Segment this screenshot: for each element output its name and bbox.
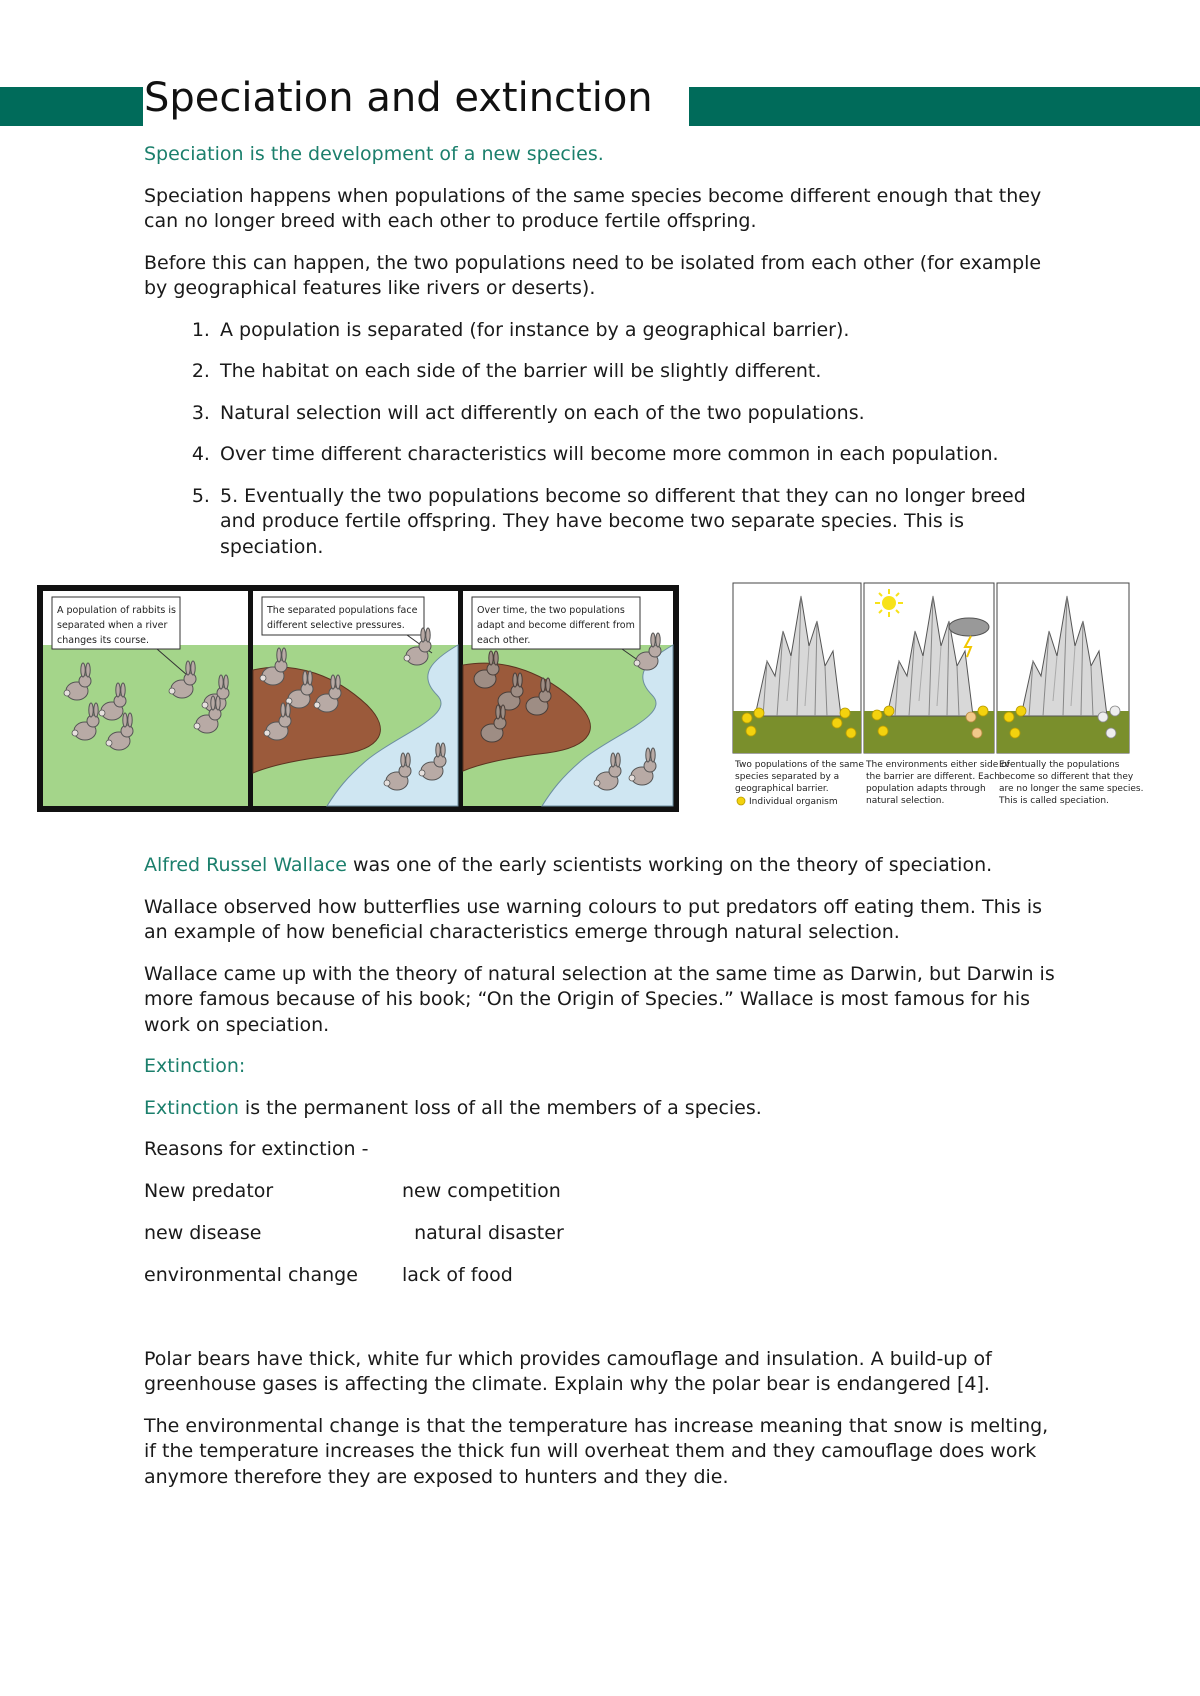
- comic-panel-2-line: different selective pressures.: [267, 620, 405, 631]
- comic-panel-2-line: The separated populations face: [267, 605, 418, 616]
- speciation-steps: [144, 318, 1064, 561]
- comic-panel-3-line: adapt and become different from: [477, 620, 635, 631]
- comic-panel-3-line: Over time, the two populations: [477, 605, 625, 616]
- step-item: 4. Over time different characteristics will become more common in each population.: [216, 442, 1064, 468]
- reason-item: New predator: [144, 1179, 274, 1202]
- diagram-caption-3-line: become so different that they: [999, 772, 1134, 782]
- wallace-extinction-section: [144, 853, 1064, 1506]
- extinction-heading: Extinction:: [144, 1055, 246, 1077]
- intro-paragraph-1: Speciation happens when populations of the same species become different enough that they can no longer breed with each other to produce fertile offspring.: [144, 184, 1042, 232]
- reason-item: environmental change: [144, 1263, 358, 1286]
- comic-panel-1-line: A population of rabbits is: [57, 605, 176, 616]
- wallace-name: Alfred Russel Wallace: [144, 854, 347, 876]
- comic-panel-1-line: separated when a river: [57, 620, 168, 631]
- diagram-caption-3-line: are no longer the same species.: [999, 784, 1144, 794]
- wallace-paragraph-1-rest: was one of the early scientists working on the theory of speciation.: [346, 854, 993, 876]
- diagram-legend-label: Individual organism: [749, 797, 838, 807]
- individual-organism-legend: [737, 797, 838, 807]
- reason-item: new disease: [144, 1221, 262, 1244]
- diagram-caption-3-line: Eventually the populations: [999, 760, 1120, 770]
- rabbit-comic-illustration: [37, 585, 679, 812]
- header-band-left: [0, 87, 143, 126]
- reasons-label: Reasons for extinction -: [144, 1138, 369, 1160]
- intro-section: [144, 142, 1064, 576]
- diagram-caption-2-line: population adapts through: [866, 784, 986, 794]
- reason-row: [144, 1221, 1064, 1247]
- reasons-list: [144, 1179, 1064, 1289]
- question-answer: The environmental change is that the temperature has increase meaning that snow is melting, if the temperature increases the thick fun will overheat them and they camouflage does work anymore therefore they are exposed to hunters and they die.: [144, 1414, 1049, 1488]
- diagram-caption-3-line: This is called speciation.: [999, 796, 1109, 806]
- step-item: 3. Natural selection will act differently on each of the two populations.: [216, 401, 1064, 427]
- step-item: 1. A population is separated (for instance by a geographical barrier).: [216, 318, 1064, 344]
- intro-paragraph-2: Before this can happen, the two populations need to be isolated from each other (for example by geographical features like rivers or deserts).: [144, 251, 1042, 299]
- sun-icon: [875, 589, 903, 617]
- diagram-caption-1-line: Two populations of the same: [735, 760, 864, 770]
- wallace-paragraph-2: Wallace observed how butterflies use warning colours to put predators off eating them. This is an example of how beneficial characteristics emerge through natural selection.: [144, 895, 1043, 943]
- reason-row: [144, 1263, 1064, 1289]
- extinction-term: Extinction: [144, 1096, 239, 1119]
- step-item: 2. The habitat on each side of the barrier will be slightly different.: [216, 359, 1064, 385]
- question-prompt: Polar bears have thick, white fur which provides camouflage and insulation. A build-up of greenhouse gases is affecting the climate. Explain why the polar bear is endangered [4].: [144, 1347, 992, 1395]
- reason-row: [144, 1179, 1064, 1205]
- diagram-caption-2-line: The environments either side of: [866, 760, 1010, 770]
- comic-panel-1-line: changes its course.: [57, 635, 150, 646]
- diagram-caption-2-line: natural selection.: [866, 796, 945, 806]
- reason-item: new competition: [402, 1179, 561, 1202]
- intro-subtitle: Speciation is the development of a new species.: [144, 143, 604, 165]
- step-item: 5. 5. Eventually the two populations become so different that they can no longer breed and produce fertile offspring. They have become two separate species. This is speciation.: [216, 484, 1064, 561]
- diagram-caption-1-line: species separated by a: [735, 772, 840, 782]
- comic-panel-3-line: each other.: [477, 635, 531, 646]
- spacer: [144, 1305, 1064, 1347]
- header-band-right: [689, 87, 1200, 126]
- wallace-paragraph-3: Wallace came up with the theory of natural selection at the same time as Darwin, but Darwin is more famous because of his book; “On the Origin of Species.” Wallace is most famous for his work on speciation.: [144, 962, 1055, 1036]
- diagram-caption-2-line: the barrier are different. Each: [866, 772, 1000, 782]
- reason-item: lack of food: [402, 1263, 513, 1286]
- extinction-definition-rest: is the permanent loss of all the members of a species.: [238, 1096, 762, 1119]
- comic-panel-1: [43, 591, 248, 806]
- speciation-mountain-diagram: [733, 583, 1144, 809]
- page-title: Speciation and extinction: [144, 75, 653, 121]
- diagram-caption-1-line: geographical barrier.: [735, 784, 829, 794]
- comic-panel-3: [463, 591, 673, 806]
- comic-panel-2: [253, 591, 458, 806]
- wallace-paragraph-1: [144, 853, 1064, 879]
- extinction-definition: [144, 1096, 1064, 1122]
- reason-item: natural disaster: [402, 1221, 564, 1244]
